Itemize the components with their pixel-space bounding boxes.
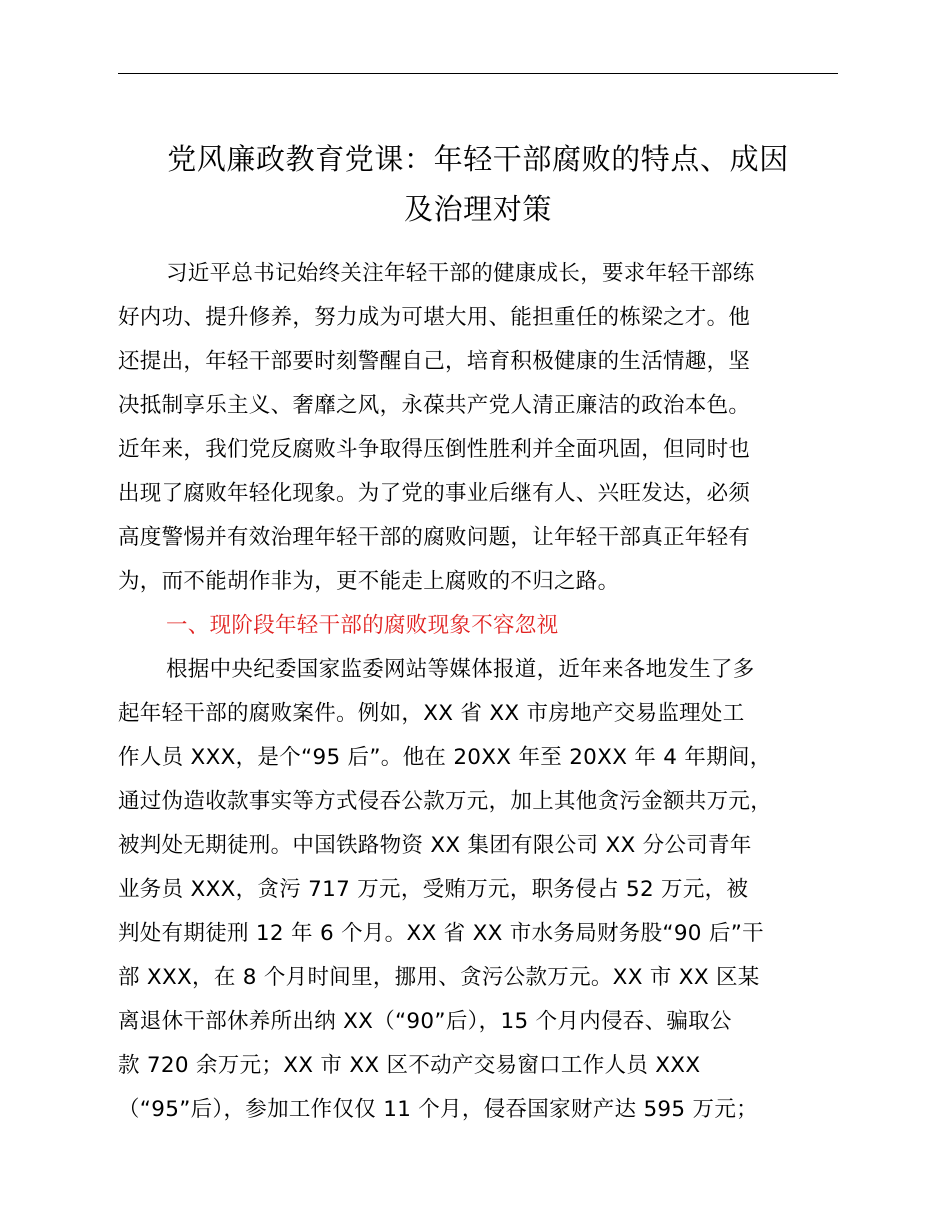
paragraph-line: 作人员 XXX，是个“95 后”。他在 20XX 年至 20XX 年 4 年期间， [118, 745, 772, 770]
paragraph-line: 判处有期徒刑 12 年 6 个月。XX 省 XX 市水务局财务股“90 后”干 [118, 921, 764, 946]
paragraph-line: 好内功、提升修养，努力成为可堪大用、能担重任的栋梁之才。他 [118, 305, 751, 330]
paragraph-line: 通过伪造收款事实等方式侵吞公款万元，加上其他贪污金额共万元， [118, 789, 773, 814]
paragraph-line: 决抵制享乐主义、奢靡之风，永葆共产党人清正廉洁的政治本色。 [118, 393, 751, 418]
section-heading: 一、现阶段年轻干部的腐败现象不容忽视 [166, 613, 559, 638]
paragraph-line: 离退休干部休养所出纳 XX（“90”后），15 个月内侵吞、骗取公 [118, 1009, 732, 1034]
paragraph-line: 被判处无期徒刑。中国铁路物资 XX 集团有限公司 XX 分公司青年 [118, 833, 752, 858]
document-title [112, 134, 844, 234]
paragraph-line: 近年来，我们党反腐败斗争取得压倒性胜利并全面巩固，但同时也 [118, 437, 751, 462]
paragraph-line: 出现了腐败年轻化现象。为了党的事业后继有人、兴旺发达，必须 [118, 481, 751, 506]
document-body [118, 252, 862, 1132]
paragraph-line: 为，而不能胡作非为，更不能走上腐败的不归之路。 [118, 569, 620, 594]
paragraph-line: 部 XXX，在 8 个月时间里，挪用、贪污公款万元。XX 市 XX 区某 [118, 965, 760, 990]
paragraph-line: 起年轻干部的腐败案件。例如，XX 省 XX 市房地产交易监理处工 [118, 701, 745, 726]
paragraph-line: 业务员 XXX，贪污 717 万元，受贿万元，职务侵占 52 万元，被 [118, 877, 749, 902]
paragraph-line: 还提出，年轻干部要时刻警醒自己，培育积极健康的生活情趣，坚 [118, 349, 751, 374]
title-line: 及治理对策 [403, 192, 552, 226]
paragraph-line: 根据中央纪委国家监委网站等媒体报道，近年来各地发生了多 [166, 657, 755, 682]
paragraph-line: （“95”后），参加工作仅仅 11 个月，侵吞国家财产达 595 万元； [118, 1097, 758, 1122]
paragraph-line: 款 720 余万元；XX 市 XX 区不动产交易窗口工作人员 XXX [118, 1053, 701, 1078]
title-line: 党风廉政教育党课：年轻干部腐败的特点、成因 [167, 142, 789, 176]
paragraph-line: 习近平总书记始终关注年轻干部的健康成长，要求年轻干部练 [166, 261, 755, 286]
paragraph-line: 高度警惕并有效治理年轻干部的腐败问题，让年轻干部真正年轻有 [118, 525, 751, 550]
header-rule [118, 73, 838, 74]
